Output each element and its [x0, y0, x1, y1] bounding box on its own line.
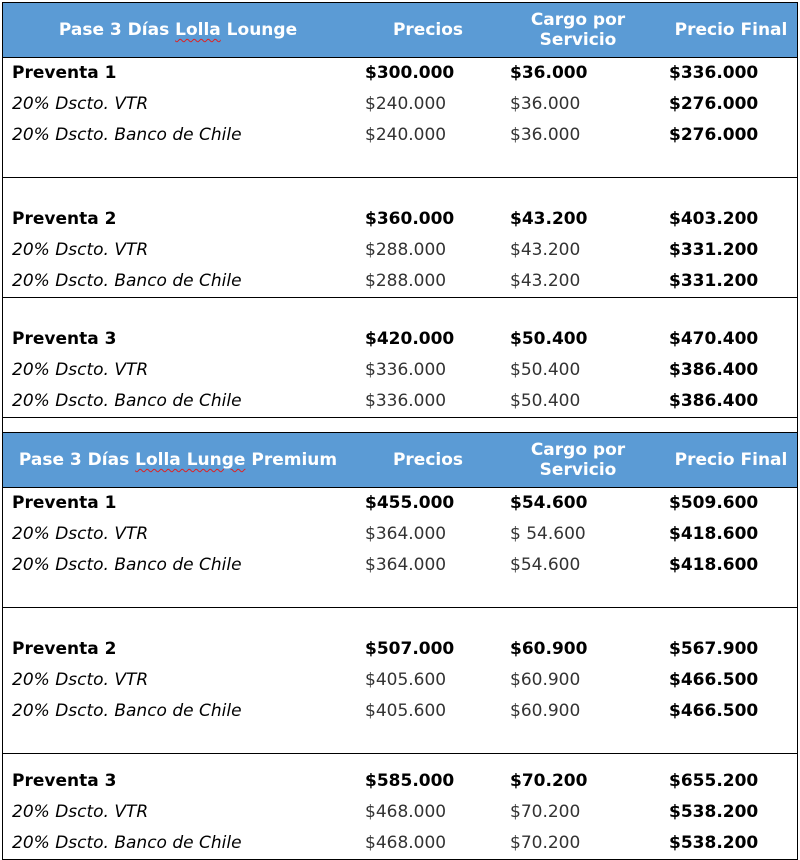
- table-row: [3, 204, 797, 235]
- row-label: 20% Dscto. VTR: [12, 802, 149, 822]
- table-row: [3, 120, 797, 151]
- final-price-cell: $386.400: [669, 391, 759, 411]
- price-cell: $420.000: [365, 329, 455, 349]
- service-cell: $43.200: [510, 271, 581, 291]
- final-price-cell: $470.400: [669, 329, 759, 349]
- table-header: [3, 433, 797, 488]
- price-cell: $364.000: [365, 524, 447, 544]
- service-cell: $50.400: [510, 391, 581, 411]
- final-price-cell: $509.600: [669, 493, 759, 513]
- row-spacer: [3, 727, 797, 753]
- price-cell: $468.000: [365, 833, 447, 853]
- price-cell: $507.000: [365, 639, 455, 659]
- service-cell: $54.600: [510, 555, 581, 575]
- row-label: 20% Dscto. Banco de Chile: [12, 271, 242, 291]
- table-row: [3, 58, 797, 89]
- service-cell: $ 54.600: [510, 524, 586, 544]
- table-row: [3, 89, 797, 120]
- row-spacer: [3, 151, 797, 177]
- final-price-cell: $331.200: [669, 240, 759, 260]
- price-cell: $288.000: [365, 271, 447, 291]
- table-row: [3, 235, 797, 266]
- final-price-cell: $386.400: [669, 360, 759, 380]
- price-cell: $405.600: [365, 670, 447, 690]
- row-spacer: [3, 298, 797, 324]
- final-price-cell: $538.200: [669, 833, 759, 853]
- row-spacer: [3, 608, 797, 634]
- lounge-price-table: [2, 2, 798, 418]
- row-spacer: [3, 178, 797, 204]
- row-label: Preventa 1: [12, 63, 117, 83]
- service-cell: $36.000: [510, 63, 588, 83]
- spellcheck-word: Lolla Lunge: [135, 450, 246, 470]
- price-cell: $240.000: [365, 94, 447, 114]
- price-cell: $288.000: [365, 240, 447, 260]
- service-cell: $70.200: [510, 771, 588, 791]
- row-label: 20% Dscto. Banco de Chile: [12, 125, 242, 145]
- header-text: Pase 3 Días: [58, 20, 176, 40]
- row-spacer: [3, 581, 797, 607]
- price-cell: $336.000: [365, 360, 447, 380]
- final-price-cell: $466.500: [669, 670, 759, 690]
- service-charge-header: [503, 433, 653, 487]
- header-text: Cargo por: [530, 440, 626, 460]
- premium-price-table: [2, 432, 798, 860]
- row-label: 20% Dscto. Banco de Chile: [12, 391, 242, 411]
- prices-header: Precios: [392, 450, 464, 470]
- table-gap: [2, 404, 798, 432]
- row-label: 20% Dscto. VTR: [12, 94, 149, 114]
- final-price-cell: $466.500: [669, 701, 759, 721]
- final-price-cell: $655.200: [669, 771, 759, 791]
- row-label: 20% Dscto. VTR: [12, 524, 149, 544]
- row-label: 20% Dscto. Banco de Chile: [12, 701, 242, 721]
- final-price-cell: $418.600: [669, 555, 759, 575]
- service-cell: $70.200: [510, 833, 581, 853]
- header-text: Cargo por: [530, 10, 626, 30]
- table-row: [3, 519, 797, 550]
- row-label: Preventa 3: [12, 329, 117, 349]
- header-text: Servicio: [539, 460, 617, 480]
- row-label: Preventa 2: [12, 209, 117, 229]
- final-price-cell: $336.000: [669, 63, 759, 83]
- presale-group: [3, 754, 797, 860]
- service-cell: $70.200: [510, 802, 581, 822]
- price-cell: $360.000: [365, 209, 455, 229]
- presale-group: [3, 608, 797, 754]
- service-cell: $50.400: [510, 360, 581, 380]
- row-label: Preventa 2: [12, 639, 117, 659]
- final-price-cell: $418.600: [669, 524, 759, 544]
- table-row: [3, 828, 797, 859]
- service-cell: $43.200: [510, 209, 588, 229]
- presale-group: [3, 298, 797, 418]
- service-cell: $50.400: [510, 329, 588, 349]
- header-text: Lounge: [220, 20, 298, 40]
- table-row: [3, 696, 797, 727]
- table-row: [3, 550, 797, 581]
- service-cell: $60.900: [510, 639, 588, 659]
- table-row: [3, 634, 797, 665]
- row-label: 20% Dscto. VTR: [12, 670, 149, 690]
- service-cell: $60.900: [510, 701, 581, 721]
- row-label: 20% Dscto. Banco de Chile: [12, 555, 242, 575]
- final-price-header: Precio Final: [674, 20, 788, 40]
- price-cell: $585.000: [365, 771, 455, 791]
- header-text: Pase 3 Días: [18, 450, 136, 470]
- final-price-cell: $276.000: [669, 125, 759, 145]
- table-row: [3, 324, 797, 355]
- price-cell: $240.000: [365, 125, 447, 145]
- final-price-cell: $331.200: [669, 271, 759, 291]
- service-cell: $54.600: [510, 493, 588, 513]
- final-price-cell: $538.200: [669, 802, 759, 822]
- table-row: [3, 266, 797, 297]
- price-cell: $455.000: [365, 493, 455, 513]
- pass-name-header: [3, 433, 353, 487]
- service-charge-header: [503, 3, 653, 57]
- presale-group: [3, 178, 797, 298]
- prices-header: Precios: [392, 20, 464, 40]
- price-cell: $336.000: [365, 391, 447, 411]
- row-label: 20% Dscto. Banco de Chile: [12, 833, 242, 853]
- row-label: Preventa 1: [12, 493, 117, 513]
- table-row: [3, 665, 797, 696]
- price-cell: $468.000: [365, 802, 447, 822]
- table-row: [3, 797, 797, 828]
- presale-group: [3, 488, 797, 608]
- price-cell: $300.000: [365, 63, 455, 83]
- final-price-header: Precio Final: [674, 450, 788, 470]
- service-cell: $36.000: [510, 94, 581, 114]
- header-text: Premium: [245, 450, 338, 470]
- table-row: [3, 355, 797, 386]
- service-cell: $43.200: [510, 240, 581, 260]
- final-price-cell: $276.000: [669, 94, 759, 114]
- row-spacer: [3, 754, 797, 766]
- service-cell: $60.900: [510, 670, 581, 690]
- pass-name-header: [3, 3, 353, 57]
- header-text: Servicio: [539, 30, 617, 50]
- presale-group: [3, 58, 797, 178]
- table-row: [3, 766, 797, 797]
- row-label: 20% Dscto. VTR: [12, 360, 149, 380]
- price-cell: $405.600: [365, 701, 447, 721]
- table-row: [3, 488, 797, 519]
- row-label: 20% Dscto. VTR: [12, 240, 149, 260]
- row-label: Preventa 3: [12, 771, 117, 791]
- spellcheck-word: Lolla: [175, 20, 221, 40]
- price-cell: $364.000: [365, 555, 447, 575]
- final-price-cell: $403.200: [669, 209, 759, 229]
- service-cell: $36.000: [510, 125, 581, 145]
- final-price-cell: $567.900: [669, 639, 759, 659]
- table-header: [3, 3, 797, 58]
